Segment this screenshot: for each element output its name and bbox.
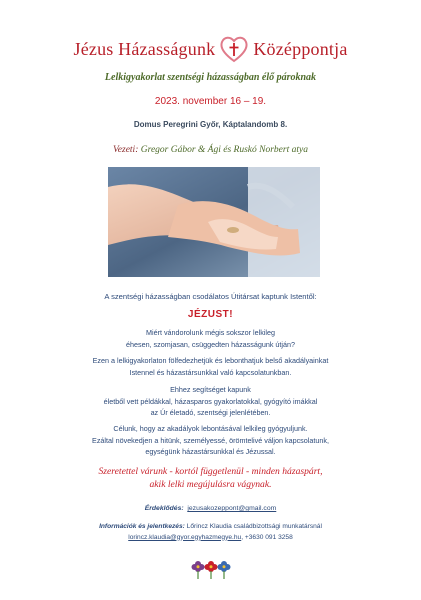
info-label: Információk és jelentkezés:	[99, 523, 185, 530]
subtitle: Lelkigyakorlat szentségi házasságban élő pároknak	[104, 72, 317, 83]
jezust-heading: JÉZUST!	[187, 309, 234, 320]
flower-3	[218, 561, 231, 579]
photo-image	[108, 167, 320, 277]
paragraph-4	[0, 423, 421, 458]
p4-line-3: egységünk házastársunkkal és Jézussal.	[145, 447, 276, 456]
title-left: Jézus Házasságunk	[73, 38, 216, 59]
p1-line-1: Miért vándorolunk mégis sokszor lelkileg	[145, 328, 276, 337]
inquiry-line	[0, 505, 421, 512]
invite-line-1: Szeretettel várunk - kortól függetlenül - minden házaspárt,	[98, 466, 323, 477]
flower-1	[192, 561, 205, 579]
p4-line-1: Célunk, hogy az akadályok lebontásával lelkileg gyógyuljunk.	[113, 424, 308, 433]
invitation	[0, 465, 421, 491]
title-right: Középpontja	[253, 38, 348, 59]
inquiry-label: Érdeklődés:	[144, 505, 184, 512]
intro-text: A szentségi házasságban csodálatos Útitársat kaptunk Istentől:	[104, 292, 317, 301]
leaders-label: Vezeti:	[113, 145, 139, 155]
invite-line-2: akik lelki megújulásra vágynak.	[149, 479, 272, 490]
p1-line-2: éhesen, szomjasan, csüggedten házasságunk útján?	[125, 339, 296, 349]
p3-line-3: az Úr életadó, szentségi jelenlétében.	[150, 408, 271, 417]
p2-line-1: Ezen a lelkigyakorlaton fölfedezhetjük és lebonthatjuk belső akadályainkat	[92, 356, 329, 365]
info-email-link[interactable]: lorincz.klaudia@gyor.egyhazmegye.hu	[128, 533, 242, 541]
info-phone: , +3630 091 3258	[241, 533, 293, 541]
heart-cross-icon	[219, 35, 249, 63]
flower-2	[205, 561, 218, 579]
leaders-line	[0, 145, 421, 155]
holding-hands-photo	[108, 167, 320, 277]
info-line-1	[0, 522, 421, 533]
flowers-icon	[190, 558, 232, 580]
venue: Domus Peregrini Győr, Káptalandomb 8.	[133, 120, 288, 129]
p3-line-1: Ehhez segítséget kapunk	[170, 385, 251, 394]
info-line-2	[0, 533, 421, 544]
p2-line-2: Istennel és házastársunkkal való kapcsolatunkban.	[129, 367, 292, 377]
paragraph-1	[0, 327, 421, 350]
p3-line-2: életből vett példákkal, házasparos gyakorlatokkal, gyógyító imákkal	[103, 396, 318, 406]
leaders-names: Gregor Gábor & Ági és Ruskó Norbert atya	[140, 145, 308, 155]
paragraph-2	[0, 355, 421, 378]
paragraph-3	[0, 384, 421, 419]
info-block	[0, 522, 421, 543]
inquiry-email-link[interactable]: jezusakozeppont@gmail.com	[187, 505, 277, 512]
event-dates: 2023. november 16 – 19.	[154, 96, 267, 107]
p4-line-2: Ezáltal növekedjen a hitünk, személyessé, örömtelivé váljon kapcsolatunk,	[92, 435, 329, 445]
header-title	[0, 34, 421, 64]
info-person: Lőrincz Klaudia családbizottsági munkatársnál	[186, 523, 322, 530]
